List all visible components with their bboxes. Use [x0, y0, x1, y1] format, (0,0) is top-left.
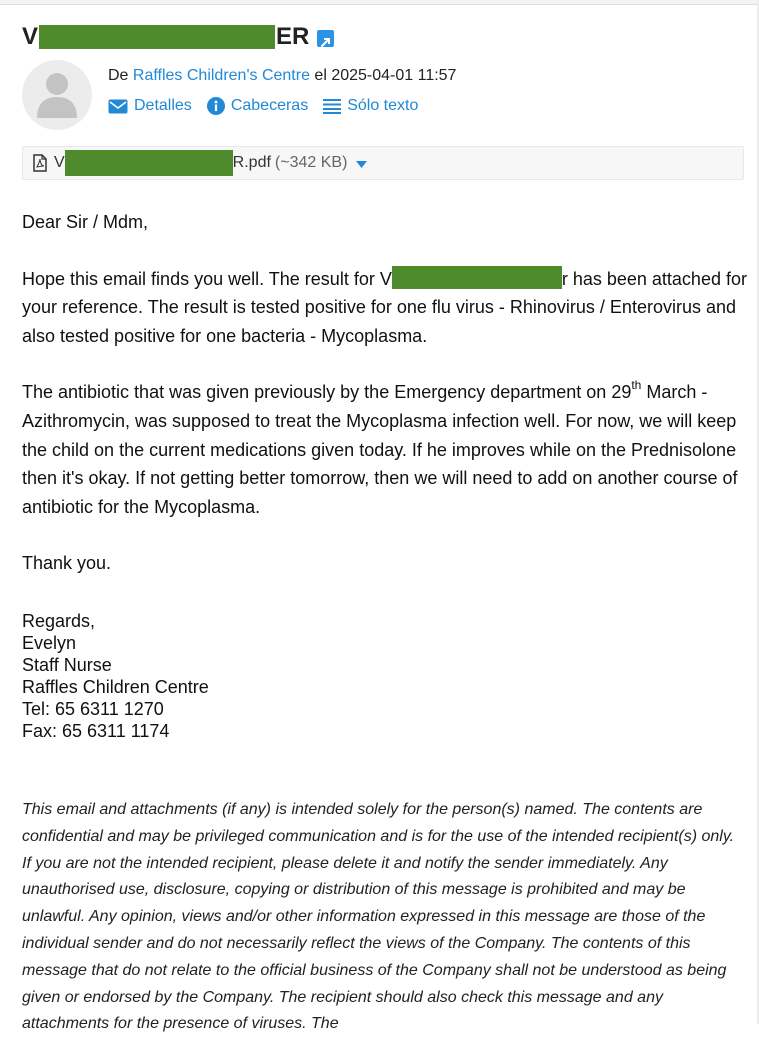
paragraph-1-start: Hope this email finds you well. The result for V — [22, 268, 392, 289]
message-body — [22, 208, 750, 578]
from-line — [108, 67, 456, 85]
greeting: Dear Sir / Mdm, — [22, 212, 149, 232]
info-icon — [207, 97, 225, 115]
sender-avatar — [22, 60, 92, 130]
attachment-name-suffix: R.pdf — [232, 154, 271, 171]
sender-link[interactable]: Raffles Children's Centre — [132, 67, 310, 84]
legal-disclaimer: This email and attachments (if any) is intended solely for the person(s) named. The contents are confidential and may be privileged communication and is for the use of the intended recipient(s) only. If you are not the intended recipient, please delete it and notify the sender immediately. Any unauthorised use, disclosure, copying or distribution of this message is prohibited and may be unlawful. Any opinion, views and/or other information expressed in this message are those of the individual sender and do not necessarily reflect the views of the Company. The contents of this message that do not relate to the official business of the Company shall not be understood as being given or endorsed by the Company. The recipient should also check this message and any attachments for the presence of viruses. The — [22, 801, 735, 1033]
subject-suffix: ER — [276, 23, 310, 50]
user-silhouette-icon — [22, 60, 92, 130]
thanks-line: Thank you. — [22, 553, 112, 574]
pdf-file-icon — [32, 154, 48, 172]
signature-org: Raffles Children Centre — [22, 677, 209, 697]
signature-name: Evelyn — [22, 633, 77, 653]
attachment-bar[interactable] — [22, 146, 744, 180]
redaction-block — [39, 25, 275, 49]
signature-role: Staff Nurse — [22, 655, 112, 675]
signature-tel: Tel: 65 6311 1270 — [22, 699, 164, 719]
headers-label: Cabeceras — [230, 97, 309, 114]
plain-text-label: Sólo texto — [347, 97, 419, 114]
headers-button[interactable] — [207, 97, 308, 115]
details-button[interactable] — [108, 97, 192, 115]
signature-fax: Fax: 65 6311 1174 — [22, 721, 170, 741]
lines-icon — [323, 98, 341, 114]
ordinal-suffix: th — [631, 378, 642, 393]
details-label: Detalles — [134, 97, 192, 114]
redaction-block — [392, 266, 562, 289]
message-subject — [22, 22, 334, 52]
chevron-down-icon[interactable] — [356, 161, 367, 168]
paragraph-2-end: March - Azithromycin, was supposed to treat the Mycoplasma infection well. For now, we will keep the child on the current medications given today. If he improves while on the Prednisolone then it's okay. If not getting better tomorrow, then we will need to add on another course of antibiotic for the Mycoplasma. — [22, 382, 738, 517]
attachment-name-prefix: V — [54, 154, 65, 171]
paragraph-2-start: The antibiotic that was given previously by the Emergency department on 29 — [22, 382, 632, 403]
subject-prefix: V — [22, 23, 39, 50]
envelope-icon — [108, 99, 128, 114]
redaction-block — [65, 150, 233, 176]
paragraph-1 — [22, 265, 750, 351]
header-actions — [108, 97, 433, 115]
paragraph-1-end: r has been attached for your reference. The result is tested positive for one flu virus - Rhinovirus / Enterovirus and also tested positive for one bacteria - Mycoplasma. — [22, 268, 747, 346]
from-label: De — [108, 67, 133, 84]
paragraph-2 — [22, 378, 750, 521]
open-external-icon[interactable] — [317, 30, 334, 47]
plain-text-button[interactable] — [323, 97, 418, 115]
message-date: el 2025-04-01 11:57 — [309, 67, 457, 84]
signature — [22, 610, 209, 742]
attachment-size: (~342 KB) — [274, 154, 348, 171]
signature-regards: Regards, — [22, 611, 96, 631]
window-top-border — [0, 0, 759, 5]
